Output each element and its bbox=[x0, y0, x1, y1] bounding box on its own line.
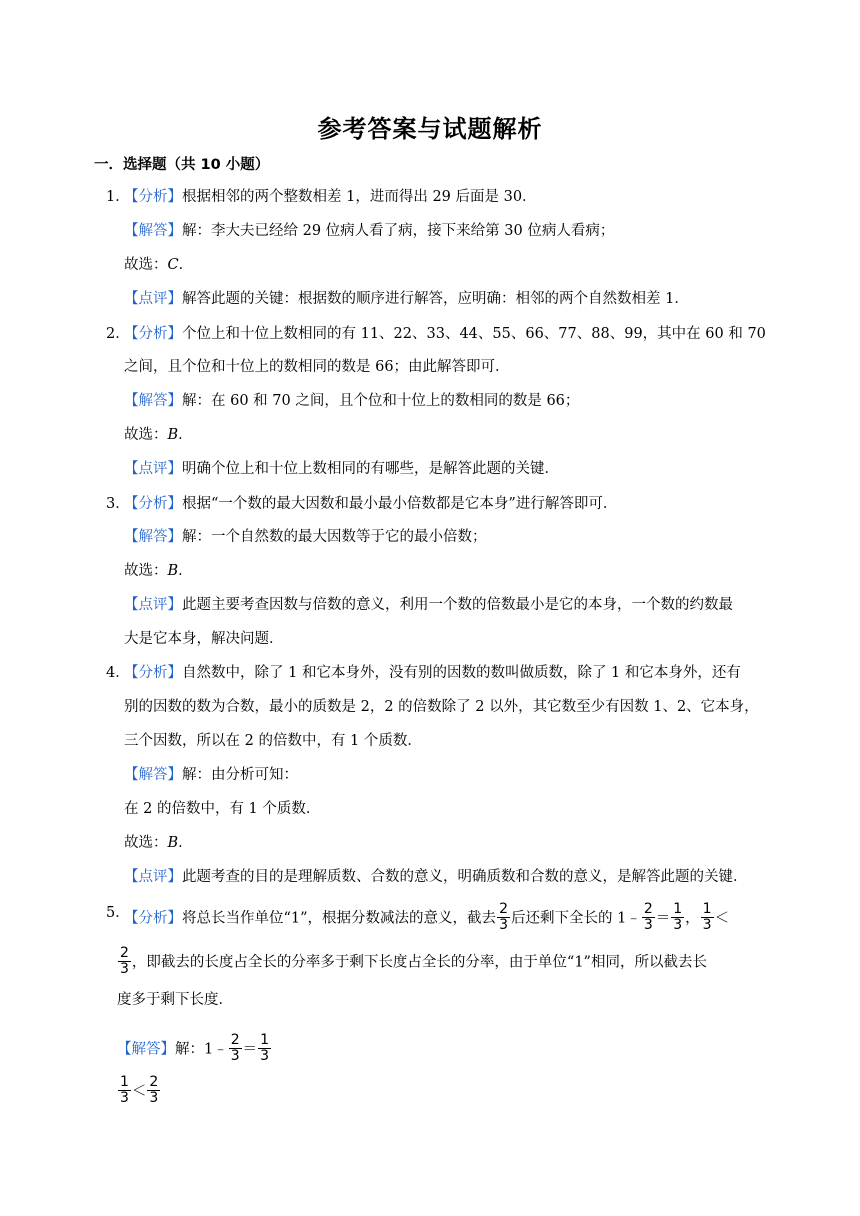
choice-letter: B bbox=[167, 835, 179, 851]
question-number: 1． bbox=[106, 189, 130, 205]
equals-sign: ＝ bbox=[655, 910, 671, 927]
numerator: 1 bbox=[673, 901, 683, 917]
q2-comment bbox=[124, 459, 559, 479]
comment-tag: 【点评】 bbox=[124, 869, 182, 885]
denominator: 3 bbox=[643, 917, 653, 933]
q2-answer bbox=[124, 391, 579, 411]
choice-suffix: ． bbox=[178, 257, 194, 273]
analysis-text: 根据相邻的两个整数相差 1，进而得出 29 后面是 30． bbox=[182, 189, 537, 205]
choice-suffix: ． bbox=[178, 835, 193, 851]
choice-letter: B bbox=[167, 563, 179, 579]
choice-prefix: 故选： bbox=[124, 427, 168, 443]
q3-choice bbox=[124, 561, 193, 581]
section-heading: 一．选择题（共 10 小题） bbox=[94, 157, 270, 173]
fraction-two-thirds bbox=[118, 946, 131, 977]
answer-tag: 【解答】 bbox=[117, 1041, 175, 1058]
denominator: 3 bbox=[499, 917, 508, 933]
answer-text: 解：在 60 和 70 之间，且个位和十位上的数相同的数是 66； bbox=[182, 393, 580, 409]
q3-analysis bbox=[124, 494, 617, 514]
analysis-tag: 【分析】 bbox=[124, 910, 182, 927]
numerator: 2 bbox=[120, 945, 129, 961]
q4-analysis-cont: 别的因数的数为合数，最小的质数是 2，2 的倍数除了 2 以外，其它数至少有因数 1、2、它本身， bbox=[124, 699, 759, 715]
question-number: 4． bbox=[106, 665, 130, 681]
equals-sign: ＝ bbox=[242, 1041, 258, 1058]
fraction-one-third bbox=[701, 902, 714, 933]
choice-prefix: 故选： bbox=[124, 563, 168, 579]
q4-analysis-cont: 三个因数，所以在 2 的倍数中，有 1 个质数． bbox=[124, 733, 422, 749]
numerator: 1 bbox=[120, 1074, 129, 1090]
denominator: 3 bbox=[120, 961, 129, 977]
q4-choice bbox=[124, 833, 193, 853]
comment-text: 此题考查的目的是理解质数、合数的意义，明确质数和合数的意义，是解答此题的关键． bbox=[182, 869, 748, 885]
q5-analysis-cont bbox=[117, 947, 707, 978]
fraction-two-thirds bbox=[497, 902, 510, 933]
answer-text: 解：一个自然数的最大因数等于它的最小倍数； bbox=[182, 529, 487, 545]
answer-tag: 【解答】 bbox=[124, 393, 182, 409]
q4-comment bbox=[124, 867, 748, 887]
denominator: 3 bbox=[702, 917, 712, 933]
denominator: 3 bbox=[260, 1048, 270, 1064]
choice-suffix: ． bbox=[178, 427, 193, 443]
analysis-text: 将总长当作单位“1”，根据分数减法的意义，截去 bbox=[182, 910, 497, 927]
analysis-tag: 【分析】 bbox=[124, 665, 182, 681]
analysis-tag: 【分析】 bbox=[124, 326, 182, 342]
choice-letter: B bbox=[167, 427, 179, 443]
denominator: 3 bbox=[120, 1090, 129, 1106]
q2-analysis-cont: 之间，且个位和十位上的数相同的数是 66；由此解答即可． bbox=[124, 359, 510, 375]
fraction-two-thirds bbox=[642, 902, 655, 933]
q4-answer bbox=[124, 765, 298, 785]
analysis-text: ，即截去的长度占全长的分率多于剩下长度占全长的分率，由于单位“1”相同，所以截去长 bbox=[131, 954, 707, 971]
analysis-tag: 【分析】 bbox=[124, 189, 182, 205]
q1-choice bbox=[124, 255, 193, 275]
answer-text: 解：1﹣ bbox=[175, 1041, 228, 1058]
q4-analysis bbox=[124, 663, 741, 683]
fraction-two-thirds bbox=[147, 1075, 160, 1106]
choice-prefix: 故选： bbox=[124, 835, 168, 851]
comment-tag: 【点评】 bbox=[124, 597, 182, 613]
q5-analysis-cont: 度多于剩下长度． bbox=[117, 992, 233, 1008]
comment-text: 解答此题的关键：根据数的顺序进行解答，应明确：相邻的两个自然数相差 1． bbox=[182, 291, 689, 307]
comment-tag: 【点评】 bbox=[124, 291, 182, 307]
comma: ， bbox=[685, 910, 700, 927]
question-number: 3． bbox=[106, 496, 130, 512]
answer-tag: 【解答】 bbox=[124, 223, 182, 239]
answer-tag: 【解答】 bbox=[124, 767, 182, 783]
numerator: 2 bbox=[643, 901, 653, 917]
comment-text: 此题主要考查因数与倍数的意义，利用一个数的倍数最小是它的本身，一个数的约数最 bbox=[182, 597, 733, 613]
numerator: 1 bbox=[260, 1032, 270, 1048]
q2-analysis bbox=[124, 324, 766, 344]
numerator: 2 bbox=[149, 1074, 159, 1090]
analysis-text: 个位上和十位上数相同的有 11、22、33、44、55、66、77、88、99，其中在 60 和 70 bbox=[182, 326, 766, 342]
choice-letter: C bbox=[167, 257, 179, 273]
q5-inequality bbox=[117, 1076, 161, 1107]
q1-analysis bbox=[124, 187, 537, 207]
analysis-text: 后还剩下全长的 1﹣ bbox=[510, 910, 641, 927]
q1-answer bbox=[124, 221, 614, 241]
comment-text: 明确个位上和十位上数相同的有哪些，是解答此题的关键． bbox=[182, 461, 559, 477]
q5-answer bbox=[117, 1034, 272, 1065]
less-than-sign: ＜ bbox=[714, 910, 730, 927]
fraction-one-third bbox=[258, 1033, 271, 1064]
choice-prefix: 故选： bbox=[124, 257, 168, 273]
fraction-two-thirds bbox=[229, 1033, 242, 1064]
q4-answer-cont: 在 2 的倍数中，有 1 个质数． bbox=[124, 801, 321, 817]
analysis-text: 根据“一个数的最大因数和最小最小倍数都是它本身”进行解答即可． bbox=[182, 496, 618, 512]
numerator: 2 bbox=[499, 901, 508, 917]
answer-text: 解：由分析可知： bbox=[182, 767, 298, 783]
analysis-tag: 【分析】 bbox=[124, 496, 182, 512]
comment-tag: 【点评】 bbox=[124, 461, 182, 477]
q1-comment bbox=[124, 289, 689, 309]
q2-choice bbox=[124, 425, 193, 445]
page-title: 参考答案与试题解析 bbox=[317, 114, 543, 143]
analysis-text: 自然数中，除了 1 和它本身外，没有别的因数的数叫做质数，除了 1 和它本身外，还有 bbox=[182, 665, 741, 681]
choice-suffix: ． bbox=[178, 563, 193, 579]
denominator: 3 bbox=[230, 1048, 240, 1064]
fraction-one-third bbox=[671, 902, 684, 933]
denominator: 3 bbox=[673, 917, 683, 933]
question-number: 2． bbox=[106, 326, 130, 342]
answer-text: 解：李大夫已经给 29 位病人看了病，接下来给第 30 位病人看病； bbox=[182, 223, 615, 239]
q3-comment bbox=[124, 595, 733, 615]
question-number: 5． bbox=[106, 905, 130, 921]
numerator: 2 bbox=[230, 1032, 240, 1048]
fraction-one-third bbox=[118, 1075, 131, 1106]
q3-answer bbox=[124, 527, 487, 547]
less-than-sign: ＜ bbox=[131, 1083, 147, 1100]
numerator: 1 bbox=[702, 901, 712, 917]
q5-analysis bbox=[124, 903, 729, 934]
q3-comment-cont: 大是它本身，解决问题． bbox=[124, 631, 284, 647]
denominator: 3 bbox=[149, 1090, 159, 1106]
answer-tag: 【解答】 bbox=[124, 529, 182, 545]
